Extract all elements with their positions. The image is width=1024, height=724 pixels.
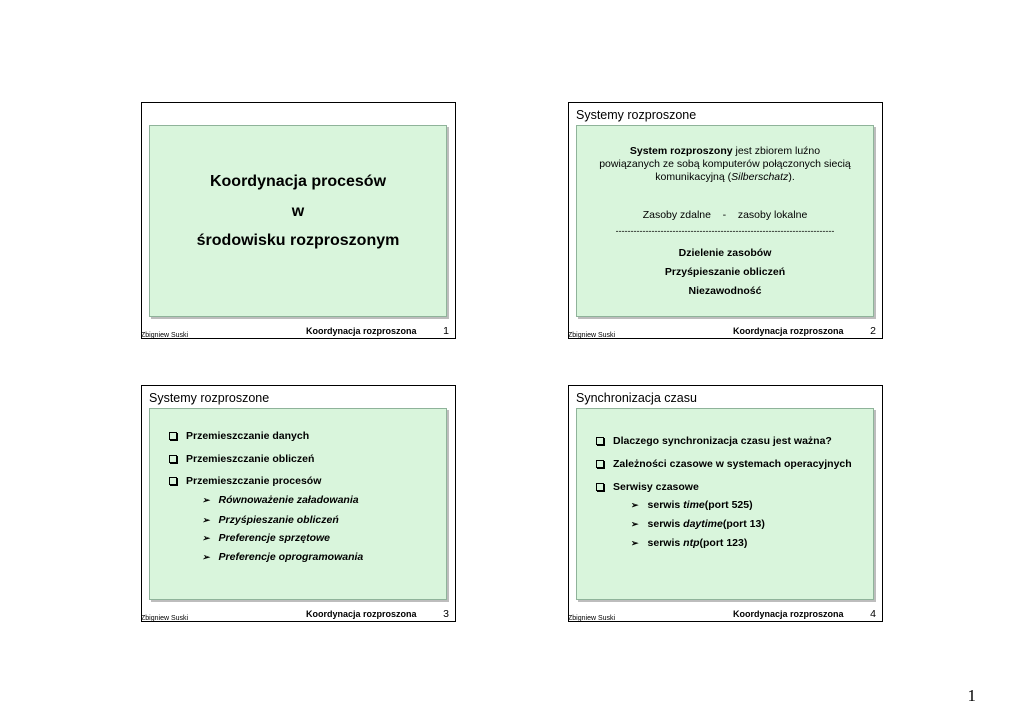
- slide-1-author: Zbigniew Suski: [141, 332, 189, 339]
- slide-4-content-box: [576, 408, 874, 600]
- slide-2-definition-line-1: [577, 145, 873, 157]
- slide-4-subbullet-1-port: (port 525): [704, 499, 753, 511]
- square-bullet-icon: [169, 432, 177, 440]
- slide-4-number: 4: [870, 608, 876, 620]
- square-bullet-icon: [169, 455, 177, 463]
- slide-4-heading: Synchronizacja czasu: [576, 391, 697, 405]
- slide-3-subbullet-2-text: Przyśpieszanie obliczeń: [218, 514, 339, 526]
- arrow-bullet-icon: ➢: [631, 518, 639, 529]
- slide-3-content-box: [149, 408, 447, 600]
- slide-2-definition-term: System rozproszony: [629, 145, 733, 157]
- slide-4-footer-title: Koordynacja rozproszona: [733, 609, 844, 619]
- slide-4-author: Zbigniew Suski: [568, 615, 616, 622]
- slide-4-subbullet-2-port: (port 13): [722, 518, 765, 530]
- slide-3-heading: Systemy rozproszone: [149, 391, 270, 405]
- slide-2-point-1: Dzielenie zasobów: [678, 247, 772, 259]
- page-number: 1: [967, 686, 976, 705]
- slide-4-subbullet-1: [631, 499, 753, 511]
- slide-3-subbullet-3-text: Preferencje sprzętowe: [218, 532, 331, 544]
- slide-1-content-box: [149, 125, 447, 317]
- slide-4-bullet-2-text: Zależności czasowe w systemach operacyjnych: [613, 458, 852, 470]
- slide-2-number: 2: [870, 325, 876, 337]
- slide-3-footer-title: Koordynacja rozproszona: [306, 609, 417, 619]
- square-bullet-icon: [596, 437, 604, 445]
- slide-4-subbullet-2-service: daytime: [683, 518, 723, 530]
- square-bullet-icon: [596, 483, 604, 491]
- slide-4-subbullet-3-pre: serwis: [647, 537, 681, 549]
- slide-3-subbullet-4-text: Preferencje oprogramowania: [218, 551, 364, 563]
- slide-2: [568, 102, 883, 339]
- square-bullet-icon: [596, 460, 604, 468]
- slide-3-subbullet-3: [202, 532, 330, 544]
- slide-2-resources-dash: -: [722, 209, 727, 221]
- slide-3-subbullet-1: [202, 494, 359, 506]
- slide-2-definition-text-3b: ).: [788, 171, 795, 183]
- slide-2-definition-line-2: powiązanych ze sobą komputerów połączonych siecią: [599, 158, 851, 170]
- slide-2-remote-resources: Zasoby zdalne: [642, 209, 711, 221]
- slide-2-heading: Systemy rozproszone: [576, 108, 697, 122]
- slide-3: [141, 385, 456, 622]
- arrow-bullet-icon: ➢: [202, 514, 210, 525]
- slide-3-author: Zbigniew Suski: [141, 615, 189, 622]
- slide-3-subbullet-1-text: Równoważenie załadowania: [218, 494, 359, 506]
- slide-2-point-3: Niezawodność: [688, 285, 762, 297]
- slide-4-bullet-1-text: Dlaczego synchronizacja czasu jest ważna?: [613, 435, 832, 447]
- slide-2-definition-text-3a: komunikacyjną (: [655, 171, 732, 183]
- slide-1: [141, 102, 456, 339]
- slide-2-footer-title: Koordynacja rozproszona: [733, 326, 844, 336]
- slide-3-bullet-1-text: Przemieszczanie danych: [186, 430, 310, 442]
- slide-3-bullet-3: [169, 475, 321, 487]
- slide-4-subbullet-3-port: (port 123): [699, 537, 748, 549]
- slide-3-bullet-2: [169, 453, 314, 465]
- slide-4-subbullet-3-service: ntp: [683, 537, 700, 549]
- slide-3-number: 3: [443, 608, 449, 620]
- slide-2-definition-text-1: jest zbiorem luźno: [732, 145, 821, 157]
- arrow-bullet-icon: ➢: [631, 499, 639, 510]
- slide-2-content-box: [576, 125, 874, 317]
- slide-3-subbullet-4: [202, 551, 363, 563]
- slide-1-footer-title: Koordynacja rozproszona: [306, 326, 417, 336]
- slide-2-point-2: Przyśpieszanie obliczeń: [664, 266, 786, 278]
- slide-1-number: 1: [443, 325, 449, 337]
- slide-4-subbullet-2-pre: serwis: [647, 518, 681, 530]
- slide-2-resources-line: [577, 209, 873, 221]
- slide-3-subbullet-2: [202, 514, 339, 526]
- slide-4-bullet-1: [596, 435, 832, 447]
- slide-4-subbullet-1-pre: serwis: [647, 499, 681, 511]
- slide-1-title-line-2: w: [291, 203, 305, 220]
- slide-2-citation: Silberschatz: [731, 171, 789, 183]
- slide-2-local-resources: zasoby lokalne: [737, 209, 808, 221]
- slide-4-bullet-3: [596, 481, 699, 493]
- slide-4-bullet-2: [596, 458, 852, 470]
- slide-1-title-line-3: środowisku rozproszonym: [196, 232, 400, 249]
- square-bullet-icon: [169, 477, 177, 485]
- slide-3-bullet-3-text: Przemieszczanie procesów: [186, 475, 322, 487]
- slide-4-subbullet-1-service: time: [683, 499, 705, 511]
- arrow-bullet-icon: ➢: [631, 537, 639, 548]
- arrow-bullet-icon: ➢: [202, 551, 210, 562]
- slide-3-bullet-2-text: Przemieszczanie obliczeń: [186, 453, 315, 465]
- slide-3-bullet-1: [169, 430, 309, 442]
- arrow-bullet-icon: ➢: [202, 532, 210, 543]
- slide-4-bullet-3-text: Serwisy czasowe: [613, 481, 699, 493]
- arrow-bullet-icon: ➢: [202, 494, 210, 505]
- slide-1-title-line-1: Koordynacja procesów: [209, 173, 387, 190]
- slide-4-subbullet-2: [631, 518, 765, 530]
- slide-2-definition-line-3: [577, 171, 873, 183]
- slide-4-subbullet-3: [631, 537, 747, 549]
- slide-2-separator: -------------------------------------------------------------------------: [615, 226, 835, 236]
- slide-2-author: Zbigniew Suski: [568, 332, 616, 339]
- slide-4: [568, 385, 883, 622]
